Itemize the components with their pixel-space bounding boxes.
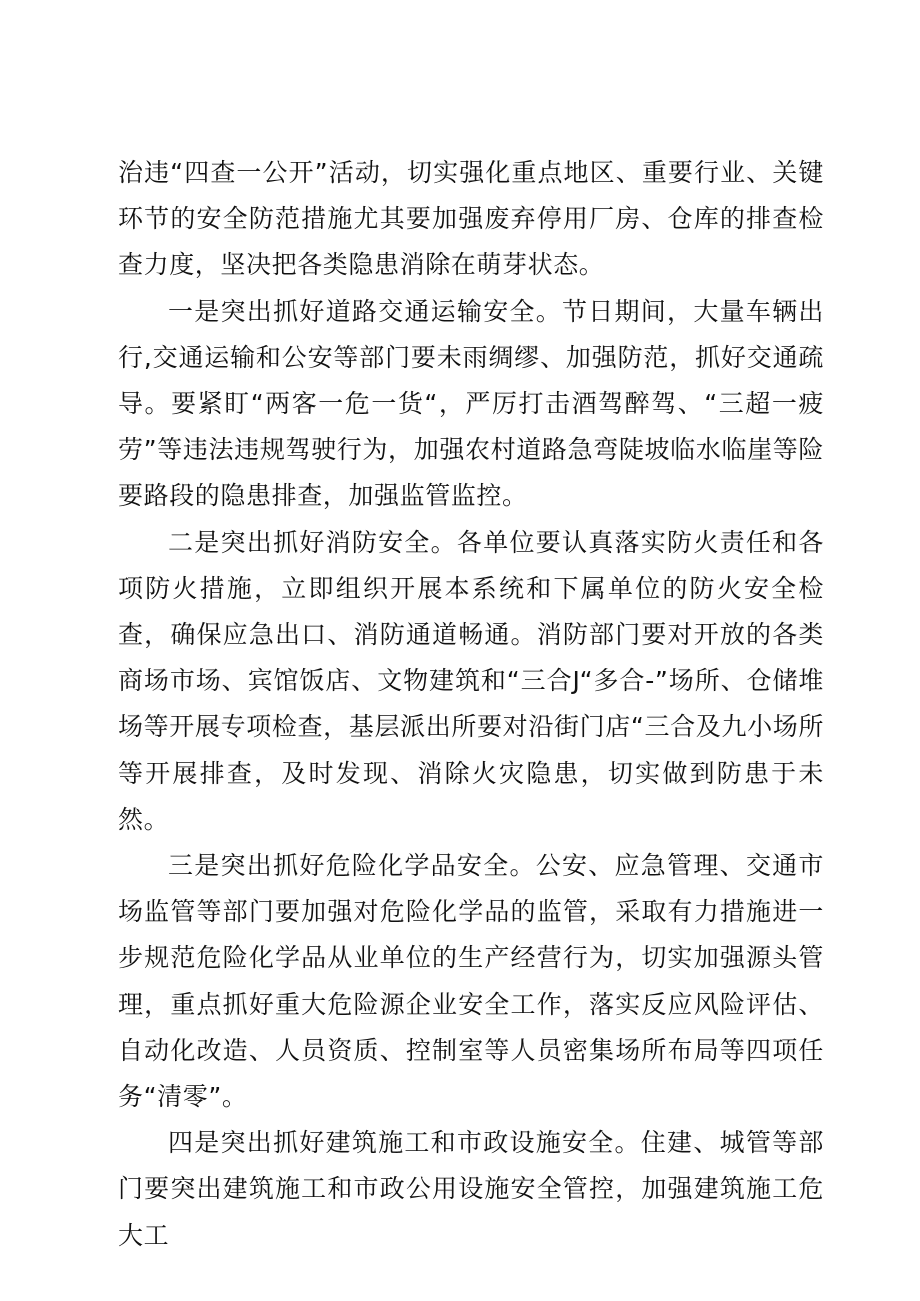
- paragraph-continuation: 治违“四查一公开”活动，切实强化重点地区、重要行业、关键环节的安全防范措施尤其要加强废弃停用厂房、仓库的排查检查力度，坚决把各类隐患消除在萌芽状态。: [118, 158, 824, 280]
- paragraph-road-traffic-safety: 一是突出抓好道路交通运输安全。节日期间，大量车辆出行,交通运输和公安等部门要未雨绸缪、加强防范，抓好交通疏导。要紧盯“两客一危一货“，严厉打击酒驾醉驾、“三超一疲劳”等违法违规驾驶行为，加强农村道路急弯陡坡临水临崖等险要路段的隐患排查，加强监管监控。: [118, 296, 824, 511]
- document-body: [118, 150, 824, 1259]
- paragraph-fire-safety: 二是突出抓好消防安全。各单位要认真落实防火责任和各项防火措施，立即组织开展本系统和下属单位的防火安全检查，确保应急出口、消防通道畅通。消防部门要对开放的各类商场市场、宾馆饭店、文物建筑和“三合J“多合-”场所、仓储堆场等开展专项检查，基层派出所要对沿街门店“三合及九小场所等开展排查，及时发现、消除火灾隐患，切实做到防患于未然。: [118, 527, 824, 834]
- paragraph-hazardous-chemicals-safety: 三是突出抓好危险化学品安全。公安、应急管理、交通市场监管等部门要加强对危险化学品的监管，采取有力措施进一步规范危险化学品从业单位的生产经营行为，切实加强源头管理，重点抓好重大危险源企业安全工作，落实反应风险评估、自动化改造、人员资质、控制室等人员密集场所布局等四项任务“清零”。: [118, 851, 824, 1112]
- paragraph-construction-safety: 四是突出抓好建筑施工和市政设施安全。住建、城管等部门要突出建筑施工和市政公用设施安全管控，加强建筑施工危大工: [118, 1128, 824, 1250]
